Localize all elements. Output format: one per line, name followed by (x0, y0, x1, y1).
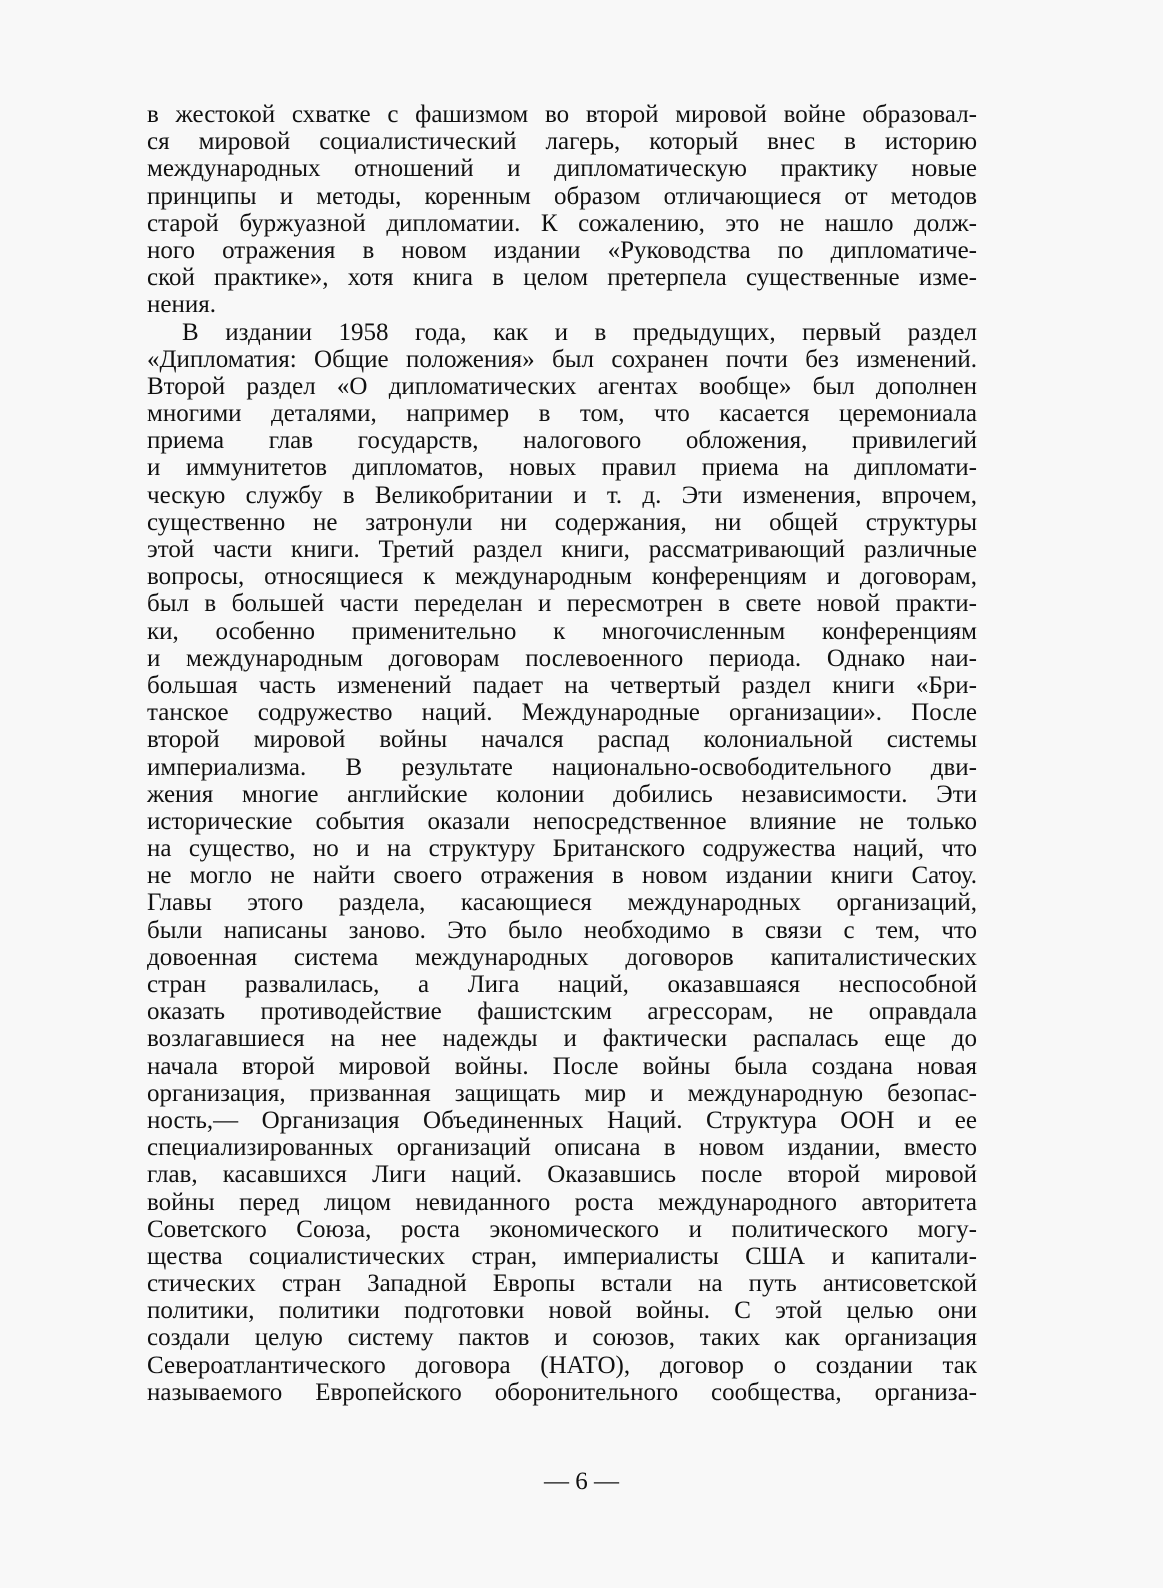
text-line: жения многие английские колонии добились независимости. Эти (147, 780, 977, 808)
text-line: не могло не найти своего отражения в новом издании книги Сатоу. (147, 862, 977, 890)
text-line: второй мировой войны начался распад колониальной системы (147, 726, 977, 754)
text-line: политики, политики подготовки новой войны. С этой целью они (147, 1297, 977, 1325)
text-line: Второй раздел «О дипломатических агентах вообще» был дополнен (147, 372, 977, 400)
text-line: империализма. В результате национально-освободительного дви- (147, 753, 977, 781)
text-line: вопросы, относящиеся к международным конференциям и договорам, (147, 563, 977, 591)
text-line: исторические события оказали непосредственное влияние не только (147, 807, 977, 835)
text-line: ки, особенно применительно к многочисленным конференциям (147, 617, 977, 645)
text-line: войны перед лицом невиданного роста международного авторитета (147, 1188, 977, 1216)
text-line: стических стран Западной Европы встали на путь антисоветской (147, 1270, 977, 1298)
text-line: в жестокой схватке с фашизмом во второй мировой войне образовал- (147, 101, 977, 128)
paragraph-first-line: В издании 1958 года, как и в предыдущих, первый раздел (182, 318, 977, 346)
text-line: многими деталями, например в том, что касается церемониала (147, 400, 977, 428)
text-line: щества социалистических стран, империалисты США и капитали- (147, 1242, 977, 1270)
text-line: принципы и методы, коренным образом отличающиеся от методов (147, 182, 977, 210)
text-line: ся мировой социалистический лагерь, который внес в историю (147, 128, 977, 156)
text-line: танское содружество наций. Международные организации». После (147, 699, 977, 727)
text-line: создали целую систему пактов и союзов, таких как организация (147, 1324, 977, 1352)
text-line: ность,— Организация Объединенных Наций. Структура ООН и ее (147, 1106, 977, 1134)
text-line: Советского Союза, роста экономического и политического могу- (147, 1215, 977, 1243)
text-line: был в большей части переделан и пересмотрен в свете новой практи- (147, 590, 977, 618)
text-line: возлагавшиеся на нее надежды и фактически распалась еще до (147, 1025, 977, 1053)
text-line: ческую службу в Великобритании и т. д. Эти изменения, впрочем, (147, 481, 977, 509)
text-line: оказать противодействие фашистским агрессорам, не оправдала (147, 998, 977, 1026)
text-line: старой буржуазной дипломатии. К сожалению, это не нашло долж- (147, 209, 977, 237)
page-number: — 6 — (544, 1468, 619, 1495)
text-line: этой части книги. Третий раздел книги, рассматривающий различные (147, 536, 977, 563)
text-line: специализированных организаций описана в новом издании, вместо (147, 1134, 977, 1162)
text-line: существенно не затронули ни содержания, ни общей структуры (147, 508, 977, 536)
text-line: организация, призванная защищать мир и международную безопас- (147, 1079, 977, 1107)
text-line: международных отношений и дипломатическую практику новые (147, 155, 977, 183)
text-line: и международным договорам послевоенного периода. Однако наи- (147, 644, 977, 672)
text-line: большая часть изменений падает на четвертый раздел книги «Бри- (147, 671, 977, 699)
text-line: «Дипломатия: Общие положения» был сохранен почти без изменений. (147, 345, 977, 373)
text-line: и иммунитетов дипломатов, новых правил приема на дипломати- (147, 454, 977, 482)
text-line: нения. (147, 291, 216, 319)
text-line: были написаны заново. Это было необходимо в связи с тем, что (147, 916, 977, 944)
text-line: начала второй мировой войны. После войны была создана новая (147, 1052, 977, 1080)
body-text (147, 101, 977, 1406)
text-line: ного отражения в новом издании «Руководства по дипломатиче- (147, 236, 977, 264)
text-line: стран развалилась, а Лига наций, оказавшаяся неспособной (147, 971, 977, 998)
text-line: Главы этого раздела, касающиеся международных организаций, (147, 889, 977, 917)
text-line: на существо, но и на структуру Британского содружества наций, что (147, 835, 977, 863)
text-line: приема глав государств, налогового обложения, привилегий (147, 427, 977, 455)
text-line: глав, касавшихся Лиги наций. Оказавшись после второй мировой (147, 1161, 977, 1189)
text-line: ской практике», хотя книга в целом претерпела существенные изме- (147, 264, 977, 292)
text-line: называемого Европейского оборонительного сообщества, организа- (147, 1378, 977, 1406)
text-line: Североатлантического договора (НАТО), договор о создании так (147, 1351, 977, 1379)
text-line: довоенная система международных договоров капиталистических (147, 943, 977, 971)
